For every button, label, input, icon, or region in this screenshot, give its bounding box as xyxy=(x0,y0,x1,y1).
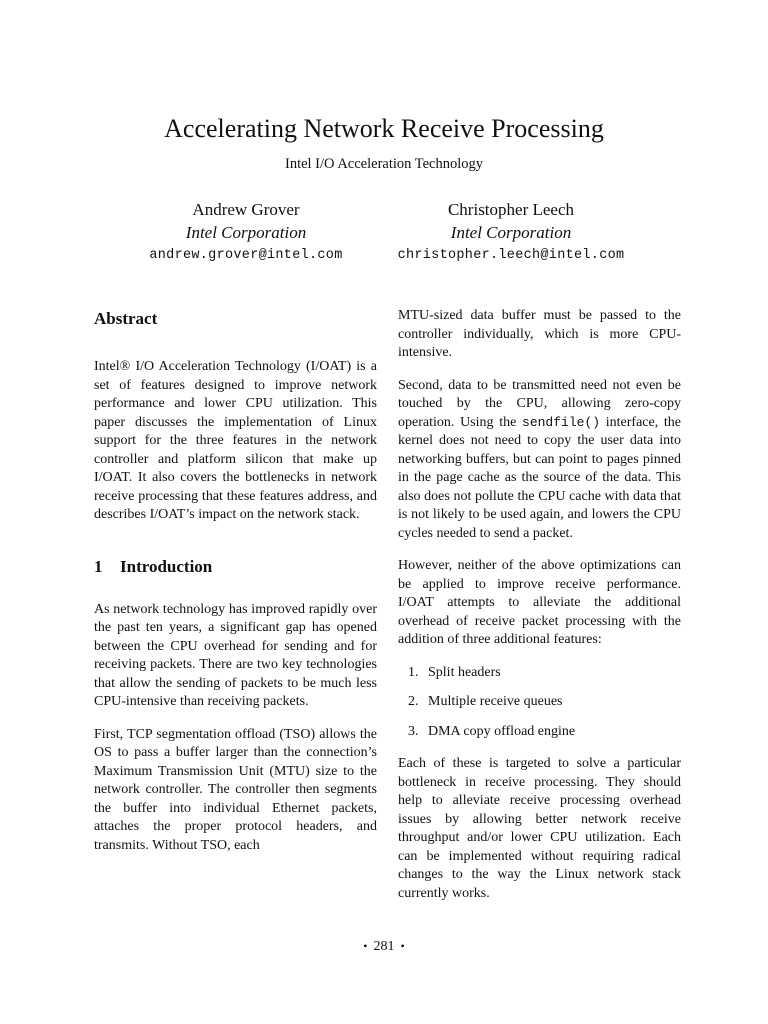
author-affiliation: Intel Corporation xyxy=(450,223,572,242)
list-number: 2. xyxy=(408,694,419,709)
abstract-heading: Abstract xyxy=(94,309,158,328)
right-paragraph-2 xyxy=(398,377,681,544)
right-paragraph-1: MTU-sized data buffer must be passed to the controller individually, which is more CPU-intensive. xyxy=(398,308,681,360)
list-label: DMA copy offload engine xyxy=(428,723,576,739)
intro-paragraph-2: First, TCP segmentation offload (TSO) allows the OS to pass a buffer larger than the connection’s Maximum Transmission Unit (MTU) size to the network controller. The controller then segments the buffer into individual Ethernet packets, attaches the proper protocol headers, and transmits. Without TSO, each xyxy=(94,726,377,853)
author-email: andrew.grover@intel.com xyxy=(149,248,343,263)
list-number: 1. xyxy=(408,664,419,680)
author-affiliation: Intel Corporation xyxy=(185,223,307,242)
page-footer xyxy=(0,936,768,957)
list-label: Multiple receive queues xyxy=(428,694,563,709)
footer-bullet-left: • xyxy=(363,939,368,953)
author-email: christopher.leech@intel.com xyxy=(397,248,625,263)
paragraph-text: Second, data to be transmitted need not even be touched by the CPU, allowing zero-copy operation. Using the xyxy=(398,377,681,430)
paper-title: Accelerating Network Receive Processing xyxy=(164,114,604,143)
inline-code: sendfile() xyxy=(522,414,601,430)
author-name: Andrew Grover xyxy=(192,200,300,219)
list-label: Split headers xyxy=(428,664,501,680)
right-paragraph-3: However, neither of the above optimizations can be applied to improve receive performance. I/OAT attempts to alleviate the additional overhead of receive packet processing with the addition of three additional features: xyxy=(398,558,681,647)
right-paragraph-4: Each of these is targeted to solve a particular bottleneck in receive processing. They should help to alleviate receive processing overhead issues by allowing better network receive throughput and/or lower CPU utilization. Each can be implemented without requiring radical changes to the way the Linux network stack currently works. xyxy=(398,756,681,901)
list-item xyxy=(398,693,681,712)
list-item xyxy=(398,723,681,742)
footer-bullet-right: • xyxy=(400,939,405,953)
page-number: 281 xyxy=(373,939,395,954)
list-item xyxy=(398,664,681,683)
abstract-text: Intel® I/O Acceleration Technology (I/OAT) is a set of features designed to improve network performance and lower CPU utilization. This paper discusses the implementation of Linux support for the three features in the network controller and platform silicon that make up I/OAT. It also covers the bottlenecks in network receive processing that these features address, and describes I/OAT’s impact on the network stack. xyxy=(94,359,377,522)
section-number: 1 xyxy=(94,556,103,576)
list-number: 3. xyxy=(408,723,419,739)
intro-paragraph-1: As network technology has improved rapidly over the past ten years, a significant gap has opened between the CPU overhead for sending and for receiving packets. There are two key technologies that allow the sending of packets to be much less CPU-intensive than receiving packets. xyxy=(94,601,377,709)
paper-subtitle: Intel I/O Acceleration Technology xyxy=(284,156,484,172)
paragraph-text: interface, the kernel does not need to copy the user data into networking buffers, but can point to pages pinned in the page cache as the source of the data. This also does not pollute the CPU cache with data that is not likely to be used again, and lowers the CPU cycles needed to send a packet. xyxy=(398,414,682,541)
feature-list xyxy=(398,664,681,742)
left-column xyxy=(94,307,377,869)
section-title: Introduction xyxy=(120,556,213,576)
author-block-2 xyxy=(346,198,676,267)
introduction-heading xyxy=(94,555,377,579)
author-name: Christopher Leech xyxy=(447,200,575,219)
right-column xyxy=(398,307,681,917)
